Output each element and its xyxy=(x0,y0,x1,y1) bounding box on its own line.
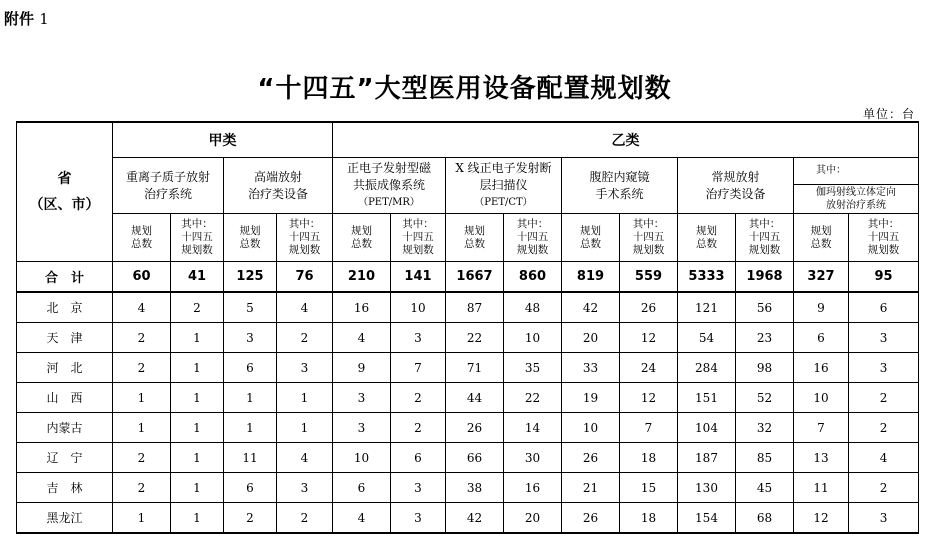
table-cell: 1 xyxy=(171,503,224,534)
table-cell: 12 xyxy=(794,503,849,534)
table-cell: 6 xyxy=(794,323,849,353)
class-a-header: 甲类 xyxy=(113,122,333,158)
table-cell: 9 xyxy=(333,353,391,383)
table-cell: 85 xyxy=(736,443,794,473)
table-cell: 1 xyxy=(224,413,277,443)
group-header-0 xyxy=(113,158,224,214)
group-header-line2: 共振成像系统 xyxy=(352,178,425,192)
table-row xyxy=(17,473,919,503)
table-cell: 7 xyxy=(391,353,446,383)
header-row-groups xyxy=(17,158,919,214)
table-cell: 32 xyxy=(736,413,794,443)
province-header-line2: （区、市） xyxy=(29,197,100,213)
col-plan-line2: 十四五 xyxy=(867,231,900,243)
total-row xyxy=(17,262,919,293)
col-total-line2: 总数 xyxy=(239,237,261,250)
table-cell: 3 xyxy=(277,353,333,383)
table-cell: 3 xyxy=(391,503,446,534)
table-cell: 10 xyxy=(504,323,562,353)
group-header-2 xyxy=(333,158,446,214)
table-cell: 2 xyxy=(113,353,171,383)
table-cell: 121 xyxy=(678,292,736,323)
col-plan-line3: 规划数 xyxy=(181,244,213,256)
col-total-line2: 总数 xyxy=(131,237,152,250)
table-cell: 104 xyxy=(678,413,736,443)
table-cell: 98 xyxy=(736,353,794,383)
group-header-line2: 治疗类设备 xyxy=(247,186,308,201)
table-cell: 154 xyxy=(678,503,736,534)
table-cell: 4 xyxy=(113,292,171,323)
table-cell: 2 xyxy=(171,292,224,323)
province-header-line1: 省 xyxy=(57,171,72,187)
table-row xyxy=(17,383,919,413)
col-plan-line2: 十四五 xyxy=(748,231,781,243)
total-cell: 327 xyxy=(794,262,849,293)
table-row xyxy=(17,413,919,443)
col-plan-line3: 规划数 xyxy=(867,244,900,256)
table-cell: 19 xyxy=(562,383,620,413)
group-header-line2: 手术系统 xyxy=(595,186,644,201)
col-plan-line1: 其中： xyxy=(867,218,900,230)
table-cell: 20 xyxy=(562,323,620,353)
table-cell: 187 xyxy=(678,443,736,473)
table-cell: 52 xyxy=(736,383,794,413)
table-cell: 1 xyxy=(171,383,224,413)
table-cell: 3 xyxy=(849,353,919,383)
province-name: 吉 林 xyxy=(17,473,113,503)
table-cell: 3 xyxy=(391,323,446,353)
col-plan-line1: 其中： xyxy=(402,218,434,230)
col-plan-line1: 其中： xyxy=(288,218,321,230)
table-cell: 2 xyxy=(277,503,333,534)
total-cell: 210 xyxy=(333,262,391,293)
col-header-total-2 xyxy=(333,214,391,262)
table-cell: 6 xyxy=(391,443,446,473)
table-row xyxy=(17,353,919,383)
table-cell: 130 xyxy=(678,473,736,503)
group-header-line1: 腹腔内窥镜 xyxy=(589,169,650,184)
table-cell: 10 xyxy=(391,292,446,323)
table-cell: 38 xyxy=(446,473,504,503)
province-name: 天 津 xyxy=(17,323,113,353)
gamma-qizhong: 其中： xyxy=(794,158,918,185)
table-cell: 2 xyxy=(113,473,171,503)
table-row xyxy=(17,443,919,473)
table-cell: 2 xyxy=(849,413,919,443)
table-cell: 6 xyxy=(333,473,391,503)
province-header xyxy=(17,122,113,262)
total-cell: 141 xyxy=(391,262,446,293)
col-header-total-4 xyxy=(562,214,620,262)
header-row-class xyxy=(17,122,919,158)
table-cell: 26 xyxy=(446,413,504,443)
table-cell: 7 xyxy=(794,413,849,443)
col-plan-line1: 其中： xyxy=(748,218,781,230)
table-cell: 7 xyxy=(620,413,678,443)
group-header-line2: 治疗类设备 xyxy=(705,186,766,201)
table-cell: 5 xyxy=(224,292,277,323)
table-cell: 13 xyxy=(794,443,849,473)
total-cell: 41 xyxy=(171,262,224,293)
total-cell: 1968 xyxy=(736,262,794,293)
table-cell: 26 xyxy=(562,443,620,473)
col-total-line1: 规划 xyxy=(131,224,152,237)
col-plan-line3: 规划数 xyxy=(748,244,781,256)
total-cell: 860 xyxy=(504,262,562,293)
table-cell: 30 xyxy=(504,443,562,473)
col-header-total-6 xyxy=(794,214,849,262)
total-cell: 76 xyxy=(277,262,333,293)
table-cell: 56 xyxy=(736,292,794,323)
table-cell: 68 xyxy=(736,503,794,534)
table-row xyxy=(17,292,919,323)
table-cell: 2 xyxy=(391,383,446,413)
table-cell: 6 xyxy=(224,473,277,503)
table-cell: 44 xyxy=(446,383,504,413)
table-cell: 16 xyxy=(333,292,391,323)
table-cell: 45 xyxy=(736,473,794,503)
group-header-3 xyxy=(446,158,562,214)
col-plan-line2: 十四五 xyxy=(402,231,434,243)
table-cell: 4 xyxy=(277,292,333,323)
table-cell: 12 xyxy=(620,323,678,353)
table-cell: 4 xyxy=(333,323,391,353)
col-header-plan-0 xyxy=(171,214,224,262)
col-total-line2: 总数 xyxy=(696,237,717,250)
page-title: “十四五”大型医用设备配置规划数 xyxy=(257,74,672,104)
table-cell: 12 xyxy=(620,383,678,413)
group-header-line2: 治疗系统 xyxy=(143,186,192,201)
col-total-line2: 总数 xyxy=(810,237,832,250)
table-cell: 3 xyxy=(333,383,391,413)
gamma-name xyxy=(794,185,918,213)
table-cell: 3 xyxy=(391,473,446,503)
group-header-sub: （PET/MR） xyxy=(358,197,420,208)
table-cell: 10 xyxy=(794,383,849,413)
col-total-line1: 规划 xyxy=(239,224,261,237)
col-header-plan-6 xyxy=(849,214,919,262)
total-cell: 559 xyxy=(620,262,678,293)
table-cell: 1 xyxy=(277,413,333,443)
table-cell: 11 xyxy=(224,443,277,473)
total-cell: 5333 xyxy=(678,262,736,293)
table-cell: 3 xyxy=(333,413,391,443)
table-cell: 2 xyxy=(224,503,277,534)
total-cell: 1667 xyxy=(446,262,504,293)
table-cell: 2 xyxy=(113,323,171,353)
table-cell: 16 xyxy=(504,473,562,503)
col-header-total-1 xyxy=(224,214,277,262)
table-cell: 16 xyxy=(794,353,849,383)
table-cell: 4 xyxy=(849,443,919,473)
total-cell: 60 xyxy=(113,262,171,293)
group-header-line2: 层扫描仪 xyxy=(479,178,528,192)
table-cell: 26 xyxy=(620,292,678,323)
col-total-line2: 总数 xyxy=(351,237,372,250)
table-cell: 4 xyxy=(333,503,391,534)
group-header-line1: 常规放射 xyxy=(711,169,760,184)
col-plan-line1: 其中： xyxy=(516,218,549,230)
table-row xyxy=(17,323,919,353)
gamma-header xyxy=(794,158,919,214)
table-cell: 1 xyxy=(113,383,171,413)
table-cell: 1 xyxy=(171,473,224,503)
class-b-header: 乙类 xyxy=(333,122,919,158)
total-cell: 819 xyxy=(562,262,620,293)
province-name: 河 北 xyxy=(17,353,113,383)
col-total-line1: 规划 xyxy=(464,224,485,237)
col-header-plan-4 xyxy=(620,214,678,262)
col-plan-line2: 十四五 xyxy=(288,231,321,243)
col-plan-line2: 十四五 xyxy=(632,231,665,243)
col-total-line2: 总数 xyxy=(464,237,485,250)
attachment-text: 附件 xyxy=(4,10,35,28)
group-header-4 xyxy=(562,158,678,214)
table-cell: 26 xyxy=(562,503,620,534)
col-total-line2: 总数 xyxy=(580,237,601,250)
table-cell: 6 xyxy=(849,292,919,323)
table-cell: 35 xyxy=(504,353,562,383)
table-cell: 9 xyxy=(794,292,849,323)
table-cell: 1 xyxy=(171,323,224,353)
col-total-line1: 规划 xyxy=(580,224,601,237)
table-cell: 3 xyxy=(849,323,919,353)
province-name: 内蒙古 xyxy=(17,413,113,443)
table-cell: 3 xyxy=(849,503,919,534)
table-cell: 66 xyxy=(446,443,504,473)
table-cell: 14 xyxy=(504,413,562,443)
gamma-name-line2: 放射治疗系统 xyxy=(826,200,887,211)
table-cell: 1 xyxy=(171,353,224,383)
province-name: 北 京 xyxy=(17,292,113,323)
total-cell: 95 xyxy=(849,262,919,293)
table-cell: 11 xyxy=(794,473,849,503)
table-cell: 284 xyxy=(678,353,736,383)
gamma-name-line1: 伽玛射线立体定向 xyxy=(816,187,897,198)
group-header-sub: （PET/CT） xyxy=(474,197,533,208)
group-header-5 xyxy=(678,158,794,214)
col-header-plan-2 xyxy=(391,214,446,262)
col-total-line1: 规划 xyxy=(696,224,717,237)
header-row-columns xyxy=(17,214,919,262)
table-cell: 1 xyxy=(224,383,277,413)
table-cell: 15 xyxy=(620,473,678,503)
table-cell: 1 xyxy=(171,413,224,443)
col-total-line1: 规划 xyxy=(351,224,372,237)
table-cell: 42 xyxy=(562,292,620,323)
col-header-total-0 xyxy=(113,214,171,262)
col-header-total-5 xyxy=(678,214,736,262)
total-label: 合 计 xyxy=(17,262,113,293)
group-header-line1: 高端放射 xyxy=(253,169,302,184)
col-total-line1: 规划 xyxy=(810,224,832,237)
table-cell: 24 xyxy=(620,353,678,383)
table-cell: 71 xyxy=(446,353,504,383)
table-cell: 4 xyxy=(277,443,333,473)
table-cell: 2 xyxy=(391,413,446,443)
col-header-plan-3 xyxy=(504,214,562,262)
group-header-line1: 重离子质子放射 xyxy=(125,169,210,184)
table-cell: 3 xyxy=(277,473,333,503)
province-name: 辽 宁 xyxy=(17,443,113,473)
table-cell: 33 xyxy=(562,353,620,383)
table-cell: 2 xyxy=(849,473,919,503)
col-header-plan-5 xyxy=(736,214,794,262)
province-rows xyxy=(17,292,919,533)
province-name: 黑龙江 xyxy=(17,503,113,534)
table-cell: 1 xyxy=(113,503,171,534)
table-cell: 2 xyxy=(277,323,333,353)
table-cell: 3 xyxy=(224,323,277,353)
col-plan-line3: 规划数 xyxy=(632,244,665,256)
table-cell: 18 xyxy=(620,503,678,534)
col-header-total-3 xyxy=(446,214,504,262)
col-plan-line2: 十四五 xyxy=(516,231,549,243)
table-cell: 10 xyxy=(333,443,391,473)
col-header-plan-1 xyxy=(277,214,333,262)
group-header-line1: X 线正电子发射断 xyxy=(455,161,552,175)
table-cell: 2 xyxy=(849,383,919,413)
table-cell: 151 xyxy=(678,383,736,413)
equipment-plan-table xyxy=(16,121,919,534)
table-cell: 20 xyxy=(504,503,562,534)
table-cell: 18 xyxy=(620,443,678,473)
table-cell: 1 xyxy=(113,413,171,443)
table-cell: 48 xyxy=(504,292,562,323)
col-plan-line1: 其中： xyxy=(632,218,665,230)
attachment-label xyxy=(4,8,49,29)
col-plan-line3: 规划数 xyxy=(516,244,549,256)
table-cell: 22 xyxy=(504,383,562,413)
total-cell: 125 xyxy=(224,262,277,293)
table-cell: 10 xyxy=(562,413,620,443)
table-cell: 54 xyxy=(678,323,736,353)
table-cell: 23 xyxy=(736,323,794,353)
table-cell: 87 xyxy=(446,292,504,323)
table-cell: 6 xyxy=(224,353,277,383)
group-header-line1: 正电子发射型磁 xyxy=(346,161,431,175)
col-plan-line2: 十四五 xyxy=(181,231,213,243)
col-plan-line3: 规划数 xyxy=(402,244,434,256)
table-cell: 21 xyxy=(562,473,620,503)
table-cell: 42 xyxy=(446,503,504,534)
unit-label: 单位：台 xyxy=(862,107,915,121)
col-plan-line1: 其中： xyxy=(181,218,213,230)
table-cell: 1 xyxy=(277,383,333,413)
table-cell: 2 xyxy=(113,443,171,473)
col-plan-line3: 规划数 xyxy=(288,244,321,256)
group-header-1 xyxy=(224,158,333,214)
table-row xyxy=(17,503,919,534)
table-cell: 22 xyxy=(446,323,504,353)
province-name: 山 西 xyxy=(17,383,113,413)
attachment-number: 1 xyxy=(39,10,49,28)
table-cell: 1 xyxy=(171,443,224,473)
